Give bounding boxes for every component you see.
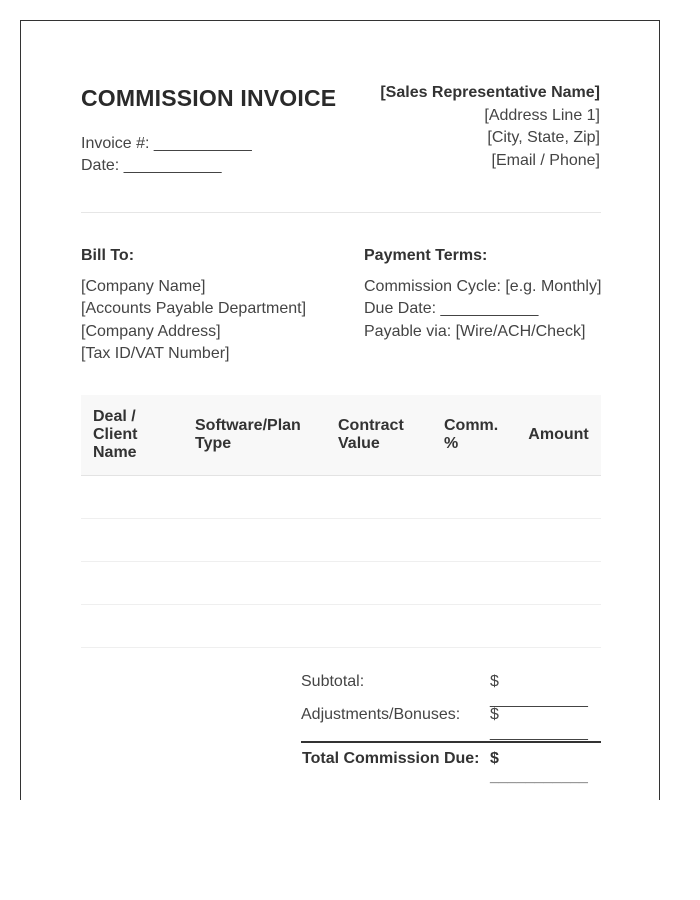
total-divider [301,741,601,743]
payment-terms-heading: Payment Terms: [364,247,488,264]
invoice-fields [81,133,252,177]
table-row [81,562,601,605]
bill-to-line: [Accounts Payable Department] [81,300,307,317]
sales-rep-address: [Address Line 1] [484,106,600,124]
subtotal-row [301,671,601,708]
bill-to-line: [Company Address] [81,322,221,340]
adjustments-row [301,704,601,741]
table-row [81,476,601,519]
bill-to-block [81,245,306,366]
total-due-value: $ ___________ [490,750,588,785]
adjustments-value: $ ___________ [490,706,588,741]
column-header: Amount [528,426,589,443]
sales-rep-city: [City, State, Zip] [487,129,600,146]
table-header-row [81,395,601,476]
totals-block [301,671,601,785]
subtotal-label: Subtotal: [301,673,365,690]
table-row [81,605,601,648]
payment-terms-line: Due Date: ___________ [364,300,539,317]
sales-rep-contact: [Email / Phone] [491,151,600,169]
table-row [81,519,601,562]
sales-rep-name: [Sales Representative Name] [380,84,600,101]
subtotal-value: $ ___________ [490,673,588,708]
column-header: Contract Value [338,417,404,452]
sales-rep-block [380,82,600,172]
column-header: Software/Plan Type [195,417,301,452]
payment-terms-block [364,245,601,343]
invoice-page [20,20,660,800]
bill-to-heading: Bill To: [81,247,135,264]
bill-to-line: [Tax ID/VAT Number] [81,345,230,362]
invoice-number-line: Invoice #: ___________ [81,135,252,152]
bill-to-line: [Company Name] [81,277,206,295]
payment-terms-line: Commission Cycle: [e.g. Monthly] [364,277,602,295]
header-divider [81,212,601,213]
adjustments-label: Adjustments/Bonuses: [301,706,461,723]
column-header: Deal / Client Name [93,408,138,461]
total-due-row [301,750,601,785]
total-due-label: Total Commission Due: [302,750,480,767]
commission-table [81,395,601,648]
payment-terms-line: Payable via: [Wire/ACH/Check] [364,322,586,340]
column-header: Comm. % [444,417,499,452]
invoice-title: COMMISSION INVOICE [81,85,337,111]
invoice-date-line: Date: ___________ [81,157,222,174]
